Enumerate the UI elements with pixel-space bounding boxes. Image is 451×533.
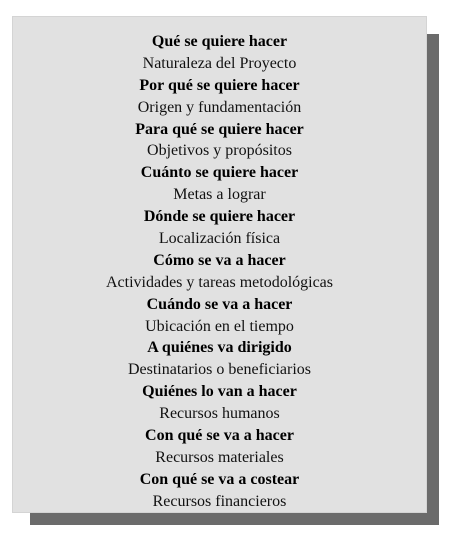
- answer-a-quienes: Destinatarios o beneficiarios: [127, 361, 312, 379]
- question-a-quienes: A quiénes va dirigido: [147, 339, 292, 357]
- answer-para-que: Objetivos y propósitos: [147, 142, 292, 160]
- answer-por-que: Origen y fundamentación: [137, 98, 302, 116]
- question-answer-list: [13, 31, 426, 513]
- answer-donde: Localización física: [158, 230, 281, 248]
- question-que: Qué se quiere hacer: [151, 33, 288, 50]
- question-cuando: Cuándo se va a hacer: [146, 295, 293, 313]
- answer-quienes: Recursos humanos: [159, 405, 280, 423]
- question-donde: Dónde se quiere hacer: [143, 208, 296, 226]
- project-questions-card: [12, 16, 427, 513]
- question-con-que-costear: Con qué se va a costear: [139, 470, 300, 488]
- answer-con-que-costear: Recursos financieros: [152, 492, 287, 510]
- answer-con-que-hacer: Recursos materiales: [155, 448, 284, 466]
- question-por-que: Por qué se quiere hacer: [139, 76, 300, 94]
- answer-que: Naturaleza del Proyecto: [142, 54, 297, 72]
- question-como: Cómo se va a hacer: [153, 251, 286, 269]
- question-cuanto: Cuánto se quiere hacer: [140, 164, 299, 182]
- question-con-que-hacer: Con qué se va a hacer: [145, 427, 294, 445]
- question-para-que: Para qué se quiere hacer: [135, 120, 304, 138]
- answer-como: Actividades y tareas metodológicas: [105, 273, 334, 291]
- answer-cuando: Ubicación en el tiempo: [145, 317, 294, 335]
- question-quienes: Quiénes lo van a hacer: [142, 383, 297, 401]
- answer-cuanto: Metas a lograr: [173, 186, 266, 204]
